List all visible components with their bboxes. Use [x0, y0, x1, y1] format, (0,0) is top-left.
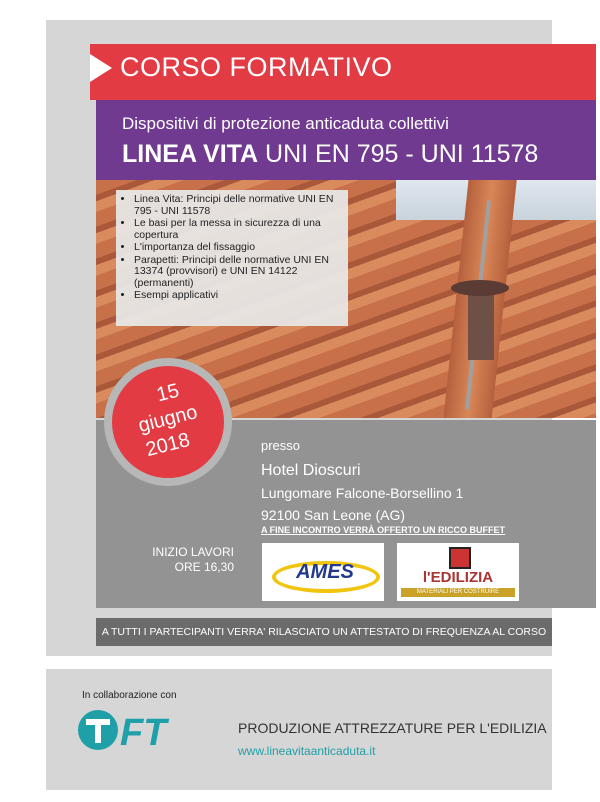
- ft-logo: [76, 707, 200, 753]
- topic-item: • L'importanza del fissaggio: [134, 242, 342, 254]
- edilizia-tagline: MATERIALI PER COSTRUIRE: [401, 588, 515, 597]
- venue-address-line2: 92100 San Leone (AG): [261, 507, 405, 523]
- venue-hotel: Hotel Dioscuri: [261, 462, 361, 479]
- topic-item: • Parapetti: Principi delle normative UNI EN 13374 (provvisori) e UNI EN 14122 (permanenti): [134, 255, 342, 290]
- date-year: 2018: [143, 428, 193, 462]
- play-arrow-icon: [90, 54, 112, 82]
- course-title: CORSO FORMATIVO: [120, 52, 393, 82]
- topic-item: • Esempi applicativi: [134, 290, 342, 302]
- production-label: PRODUZIONE ATTREZZATURE PER L'EDILIZIA: [238, 720, 547, 736]
- ft-logo-text: FT: [120, 712, 167, 753]
- anchor-plate: [451, 280, 509, 296]
- date-badge: [104, 358, 232, 486]
- linea-vita-label: LINEA VITA: [122, 140, 259, 168]
- collab-label: In collaborazione con: [82, 690, 177, 701]
- anchor-post: [468, 290, 494, 360]
- ames-logo-text: AMES: [296, 561, 354, 583]
- edilizia-mark-icon: [449, 547, 471, 569]
- title-banner: [90, 44, 596, 100]
- course-subtitle: Dispositivi di protezione anticaduta collettivi: [122, 114, 449, 133]
- start-label: INIZIO LAVORI: [152, 545, 234, 559]
- venue-presso: presso: [261, 438, 301, 453]
- website-link[interactable]: www.lineavitaanticaduta.it: [238, 744, 376, 758]
- venue-address-line1: Lungomare Falcone-Borsellino 1: [261, 485, 464, 501]
- standard-label: UNI EN 795 - UNI 11578: [258, 140, 539, 168]
- start-hour: ORE 16,30: [174, 560, 234, 574]
- edilizia-logo: [397, 543, 519, 601]
- topics-box: [116, 190, 348, 326]
- buffet-note: A FINE INCONTRO VERRÀ OFFERTO UN RICCO BUFFET: [261, 525, 505, 535]
- topic-item: • Le basi per la messa in sicurezza di una copertura: [134, 218, 342, 241]
- subtitle-banner: [96, 100, 596, 180]
- course-standard: [122, 140, 538, 169]
- start-time: [134, 545, 234, 575]
- topics-list: [116, 190, 348, 302]
- date-month: giugno: [136, 401, 200, 437]
- ames-logo: [262, 543, 384, 601]
- edilizia-logo-text: l'EDILIZIA: [422, 569, 494, 586]
- date-day: 15: [154, 379, 182, 407]
- attestato-bar: A TUTTI I PARTECIPANTI VERRA' RILASCIATO UN ATTESTATO DI FREQUENZA AL CORSO: [96, 618, 552, 646]
- topic-item: • Linea Vita: Principi delle normative UNI EN 795 - UNI 11578: [134, 194, 342, 217]
